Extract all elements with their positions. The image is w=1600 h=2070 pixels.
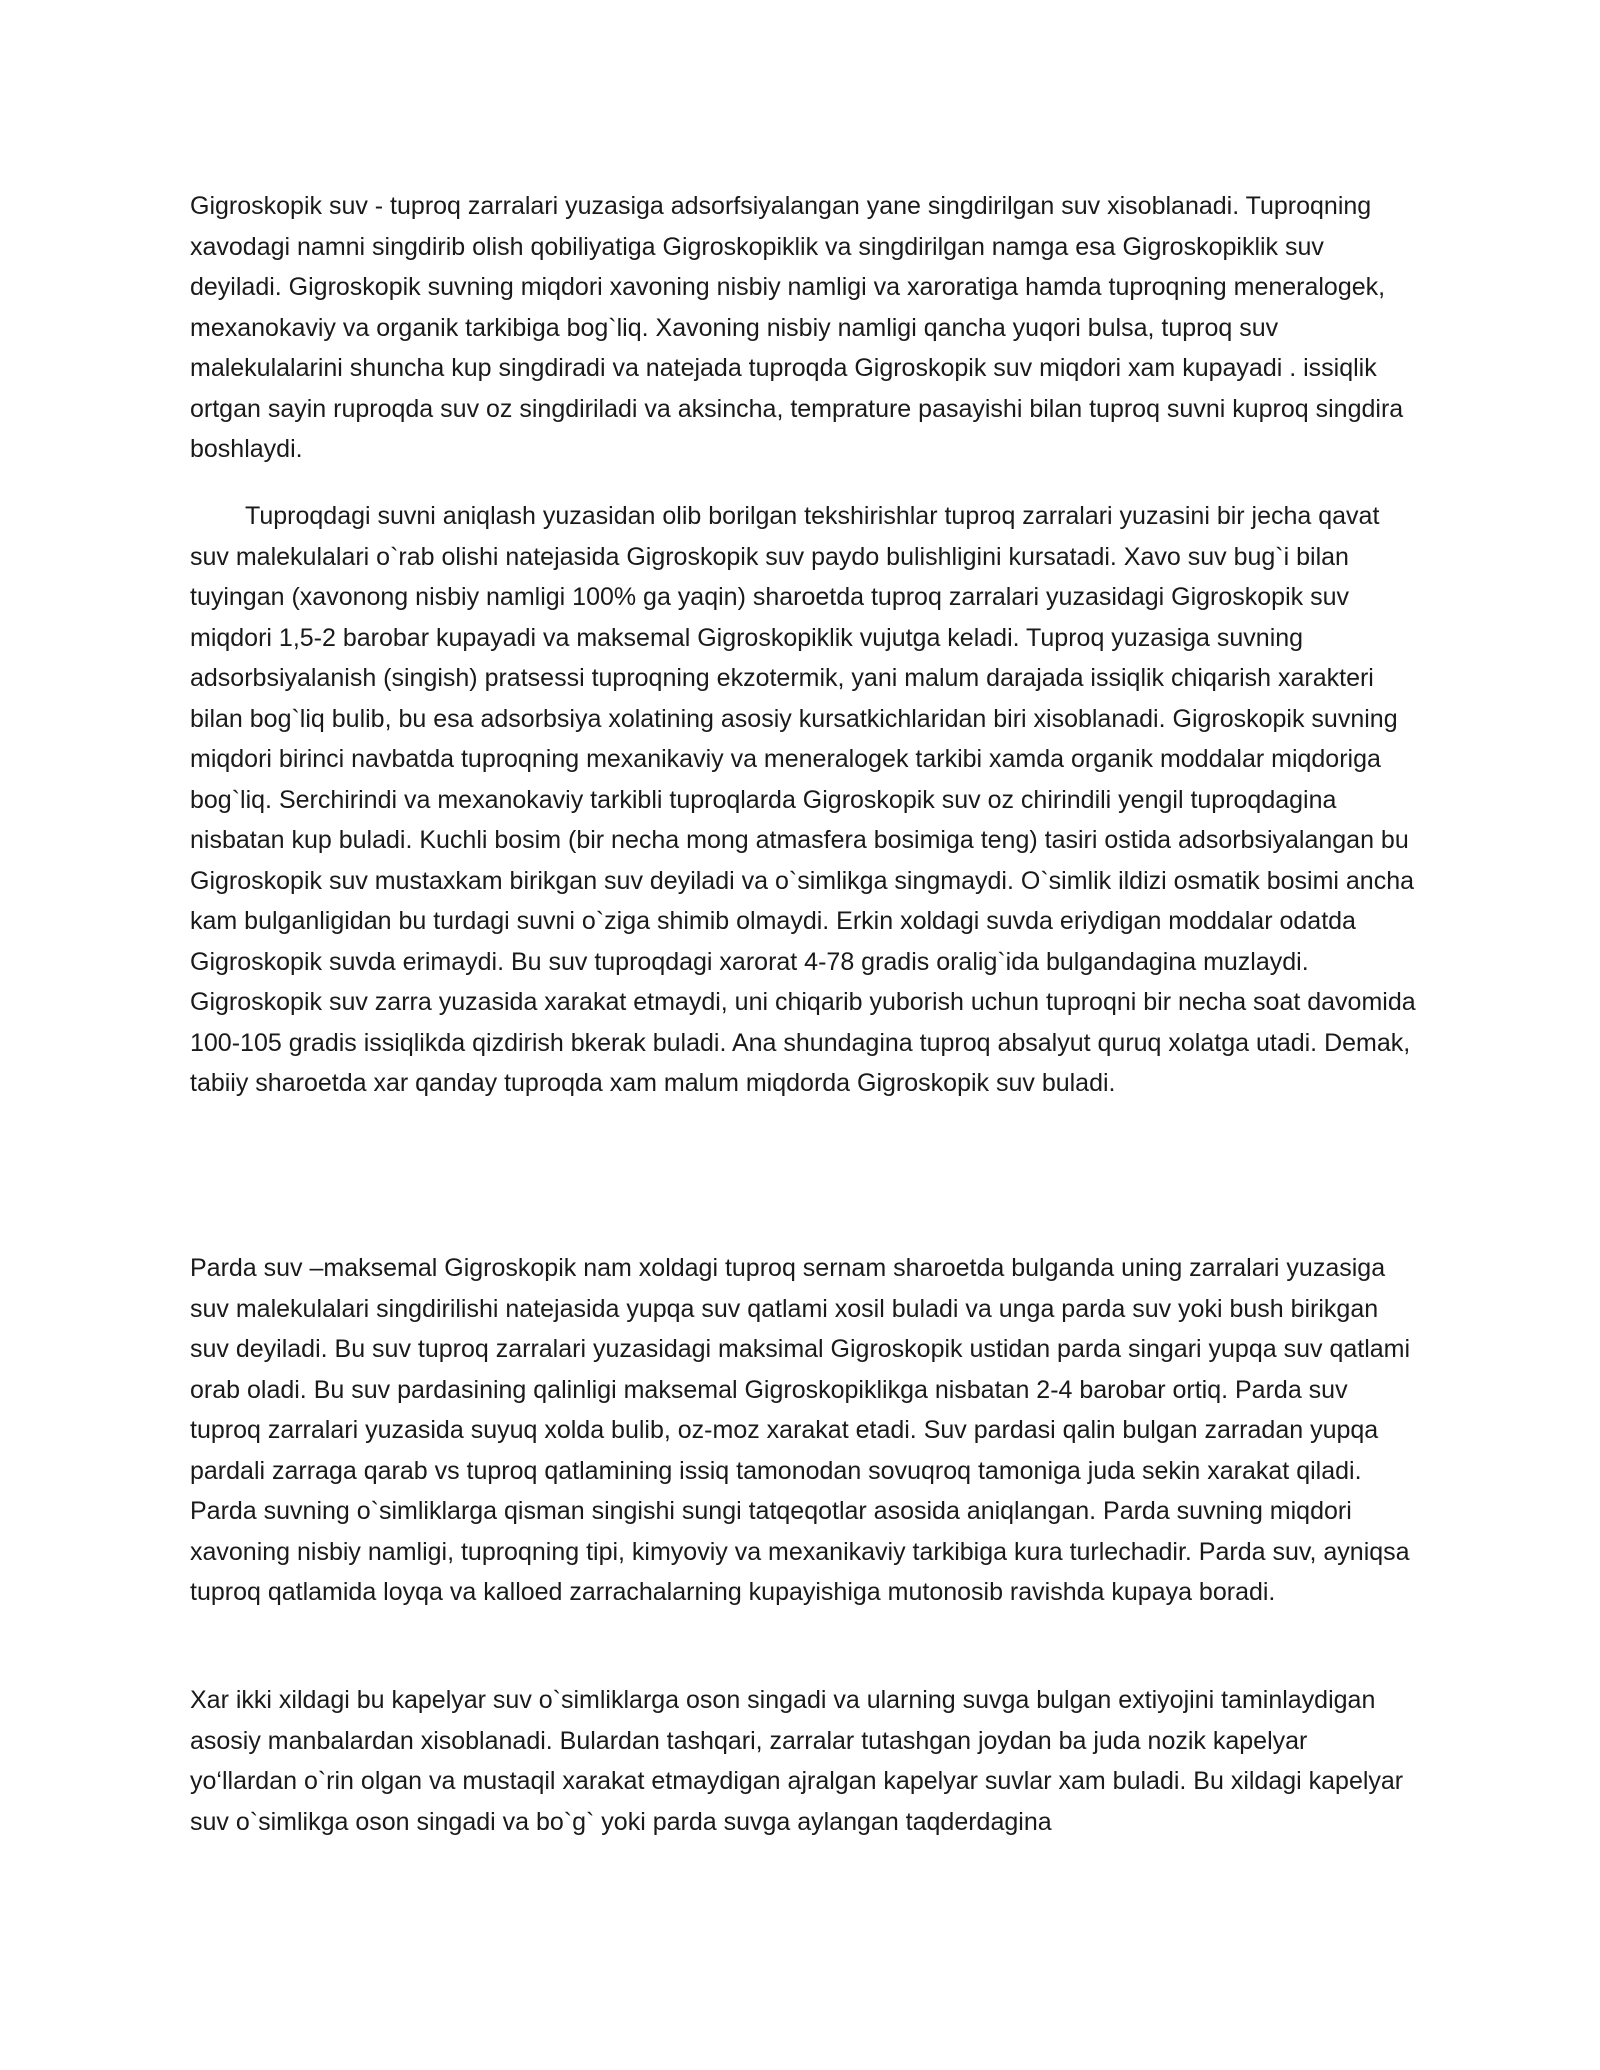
paragraph-gigroskopik-suv: Gigroskopik suv - tuproq zarralari yuzasiga adsorfsiyalangan yane singdirilgan suv xisoblanadi. Tuproqning xavodagi namni singdirib olish qobiliyatiga Gigroskopiklik va singdirilgan namga esa Gigroskopiklik suv deyiladi. Gigroskopik suvning miqdori xavoning nisbiy namligi va xaroratiga hamda tuproqning meneralogek, mexanokaviy va organik tarkibiga bog`liq. Xavoning nisbiy namligi qancha yuqori bulsa, tuproq suv malekulalarini shuncha kup singdiradi va natejada tuproqda Gigroskopik suv miqdori xam kupayadi . issiqlik ortgan sayin ruproqda suv oz singdiriladi va aksincha, temprature pasayishi bilan tuproq suvni kuproq singdira boshlaydi.	[190, 192, 1404, 463]
paragraph-tuproqdagi-suv: Tuproqdagi suvni aniqlash yuzasidan olib borilgan tekshirishlar tuproq zarralari yuzasini bir jecha qavat suv malekulalari o`rab olishi natejasida Gigroskopik suv paydo bulishligini kursatadi. Xavo suv bug`i bilan tuyingan (xavonong nisbiy namligi 100% ga yaqin) sharoetda tuproq zarralari yuzasidagi Gigroskopik suv miqdori 1,5-2 barobar kupayadi va maksemal Gigroskopiklik vujutga keladi. Tuproq yuzasiga suvning adsorbsiyalanish (singish) pratsessi tuproqning ekzotermik, yani malum darajada issiqlik chiqarish xarakteri bilan bog`liq bulib, bu esa adsorbsiya xolatining asosiy kursatkichlaridan biri xisoblanadi. Gigroskopik suvning miqdori birinci navbatda tuproqning mexanikaviy va meneralogek tarkibi xamda organik moddalar miqdoriga bog`liq. Serchirindi va mexanokaviy tarkibli tuproqlarda Gigroskopik suv oz chirindili yengil tuproqdagina nisbatan kup buladi. Kuchli bosim (bir necha mong atmasfera bosimiga teng) tasiri ostida adsorbsiyalangan bu Gigroskopik suv mustaxkam birikgan suv deyiladi va o`simlikga singmaydi. O`simlik ildizi osmatik bosimi ancha kam bulganligidan bu turdagi suvni o`ziga shimib olmaydi. Erkin xoldagi suvda eriydigan moddalar odatda Gigroskopik suvda erimaydi. Bu suv tuproqdagi xarorat 4-78 gradis oralig`ida bulgandagina muzlaydi. Gigroskopik suv zarra yuzasida xarakat etmaydi, uni chiqarib yuborish uchun tuproqni bir necha soat davomida 100-105 gradis issiqlikda qizdirish bkerak buladi. Ana shundagina tuproq absalyut quruq xolatga utadi. Demak, tabiiy sharoetda xar qanday tuproqda xam malum miqdorda Gigroskopik suv buladi.	[190, 502, 1416, 1097]
paragraph-parda-suv: Parda suv –maksemal Gigroskopik nam xoldagi tuproq sernam sharoetda bulganda uning zarralari yuzasiga suv malekulalari singdirilishi natejasida yupqa suv qatlami xosil buladi va unga parda suv yoki bush birikgan suv deyiladi. Bu suv tuproq zarralari yuzasidagi maksimal Gigroskopik ustidan parda singari yupqa suv qatlami orab oladi. Bu suv pardasining qalinligi maksemal Gigroskopiklikga nisbatan 2-4 barobar ortiq. Parda suv tuproq zarralari yuzasida suyuq xolda bulib, oz-moz xarakat etadi. Suv pardasi qalin bulgan zarradan yupqa pardali zarraga qarab vs tuproq qatlamining issiq tamonodan sovuqroq tamoniga juda sekin xarakat qiladi. Parda suvning o`simliklarga qisman singishi sungi tatqeqotlar asosida aniqlangan. Parda suvning miqdori xavoning nisbiy namligi, tuproqning tipi, kimyoviy va mexanikaviy tarkibiga kura turlechadir. Parda suv, ayniqsa tuproq qatlamida loyqa va kalloed zarrachalarning kupayishiga mutonosib ravishda kupaya boradi.	[190, 1254, 1411, 1606]
paragraph-kapelyar-suv: Xar ikki xildagi bu kapelyar suv o`simliklarga oson singadi va ularning suvga bulgan extiyojini taminlaydigan asosiy manbalardan xisoblanadi. Bulardan tashqari, zarralar tutashgan joydan ba juda nozik kapelyar yo‘llardan o`rin olgan va mustaqil xarakat etmaydigan ajralgan kapelyar suvlar xam buladi. Bu xildagi kapelyar suv o`simlikga oson singadi va bo`g` yoki parda suvga aylangan taqderdagina	[190, 1686, 1404, 1836]
